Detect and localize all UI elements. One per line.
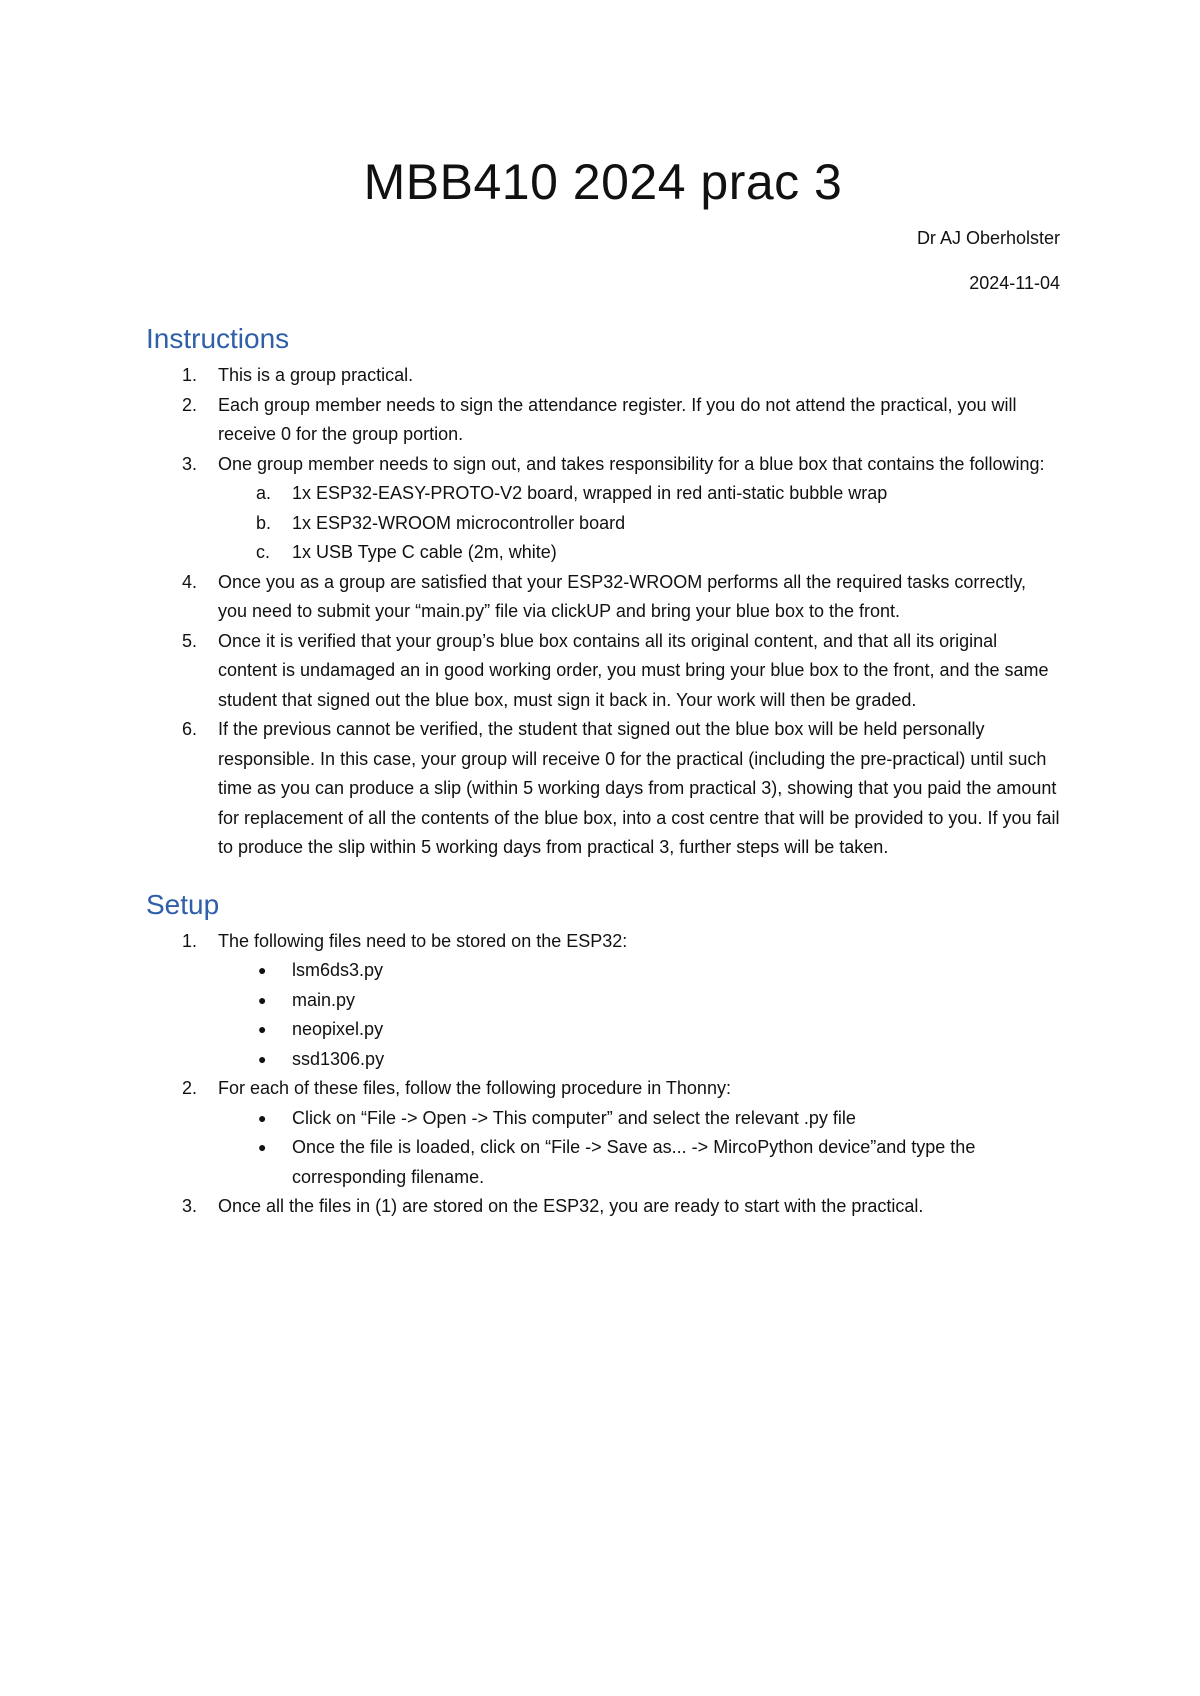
file-item	[218, 986, 1060, 1016]
list-subitem	[218, 479, 1060, 509]
page-title: MBB410 2024 prac 3	[363, 154, 843, 210]
list-item	[146, 391, 1060, 450]
bullet-icon: ●	[258, 1050, 267, 1067]
procedure-step	[218, 1104, 1060, 1134]
list-marker: 3.	[182, 453, 198, 474]
list-item-text: One group member needs to sign out, and takes responsibility for a blue box that contains the following:	[218, 453, 1045, 474]
list-marker: b.	[256, 512, 272, 533]
bullet-icon: ●	[258, 1139, 267, 1155]
file-name: main.py	[292, 989, 356, 1010]
list-marker: 2.	[182, 394, 198, 415]
list-item-text: The following files need to be stored on the ESP32:	[218, 930, 628, 951]
list-subitem	[218, 509, 1060, 539]
list-item	[146, 927, 1060, 1075]
list-marker: 5.	[182, 630, 198, 651]
procedure-step-text: Click on “File -> Open -> This computer” and select the relevant .py file	[292, 1107, 856, 1128]
list-item-text: Once you as a group are satisfied that your ESP32-WROOM performs all the required tasks correctly, you need to submit your “main.py” file via clickUP and bring your blue box to the front.	[218, 571, 1026, 621]
bullet-icon: ●	[258, 1021, 267, 1037]
file-item	[218, 956, 1060, 986]
list-subitem	[218, 538, 1060, 568]
instructions-heading: Instructions	[146, 323, 290, 354]
list-subitem-text: 1x USB Type C cable (2m, white)	[292, 542, 557, 562]
document-page	[146, 150, 1060, 1222]
list-item-text: Each group member needs to sign the attendance register. If you do not attend the practical, you will receive 0 for the group portion.	[218, 394, 1017, 444]
list-marker: a.	[256, 483, 272, 503]
list-marker: 4.	[182, 571, 198, 592]
list-subitem-text: 1x ESP32-WROOM microcontroller board	[292, 512, 626, 533]
list-marker: 6.	[182, 719, 198, 739]
date-line: 2024-11-04	[969, 273, 1060, 293]
list-item	[146, 627, 1060, 716]
list-item-text: Once it is verified that your group’s blue box contains all its original content, and that all its original content is undamaged an in good working order, you must bring your blue box to the front, and the same student that signed out the blue box, must sign it back in. Your work will then be graded.	[218, 630, 1049, 710]
list-item-text: This is a group practical.	[218, 365, 414, 385]
list-item	[146, 450, 1060, 568]
setup-list	[146, 927, 1060, 1222]
list-marker: c.	[256, 542, 271, 562]
file-list	[218, 956, 1060, 1074]
list-item	[146, 1074, 1060, 1192]
list-marker: 3.	[182, 1196, 198, 1216]
bullet-icon: ●	[258, 1109, 267, 1126]
list-marker: 2.	[182, 1078, 198, 1098]
list-item-text: If the previous cannot be verified, the student that signed out the blue box will be held personally responsible. In this case, your group will receive 0 for the practical (including the pre-practical) until such time as you can produce a slip (within 5 working days from practical 3), showing that you paid the amount for replacement of all the contents of the blue box, into a cost centre that will be provided to you. If you fail to produce the slip within 5 working days from practical 3, further steps will be taken.	[218, 719, 1060, 857]
list-item-text: Once all the files in (1) are stored on the ESP32, you are ready to start with the practical.	[218, 1196, 924, 1216]
procedure-list	[218, 1104, 1060, 1193]
author-line: Dr AJ Oberholster	[916, 228, 1060, 248]
list-item	[146, 715, 1060, 863]
bullet-icon: ●	[258, 962, 267, 978]
procedure-step	[218, 1133, 1060, 1192]
bullet-icon: ●	[258, 991, 267, 1008]
file-name: neopixel.py	[292, 1019, 384, 1039]
file-item	[218, 1015, 1060, 1045]
list-item	[146, 568, 1060, 627]
list-item	[146, 361, 1060, 391]
list-item	[146, 1192, 1060, 1222]
procedure-step-text: Once the file is loaded, click on “File -> Save as... -> MircoPython device”and type the corresponding filename.	[292, 1137, 976, 1187]
file-name: lsm6ds3.py	[292, 960, 384, 980]
list-subitem-text: 1x ESP32-EASY-PROTO-V2 board, wrapped in red anti-static bubble wrap	[292, 483, 888, 503]
box-contents-list	[218, 479, 1060, 568]
list-item-text: For each of these files, follow the following procedure in Thonny:	[218, 1078, 731, 1098]
list-marker: 1.	[182, 930, 198, 951]
file-name: ssd1306.py	[292, 1048, 385, 1069]
list-marker: 1.	[182, 365, 198, 385]
instructions-list	[146, 361, 1060, 863]
file-item	[218, 1045, 1060, 1075]
setup-heading: Setup	[146, 888, 220, 920]
